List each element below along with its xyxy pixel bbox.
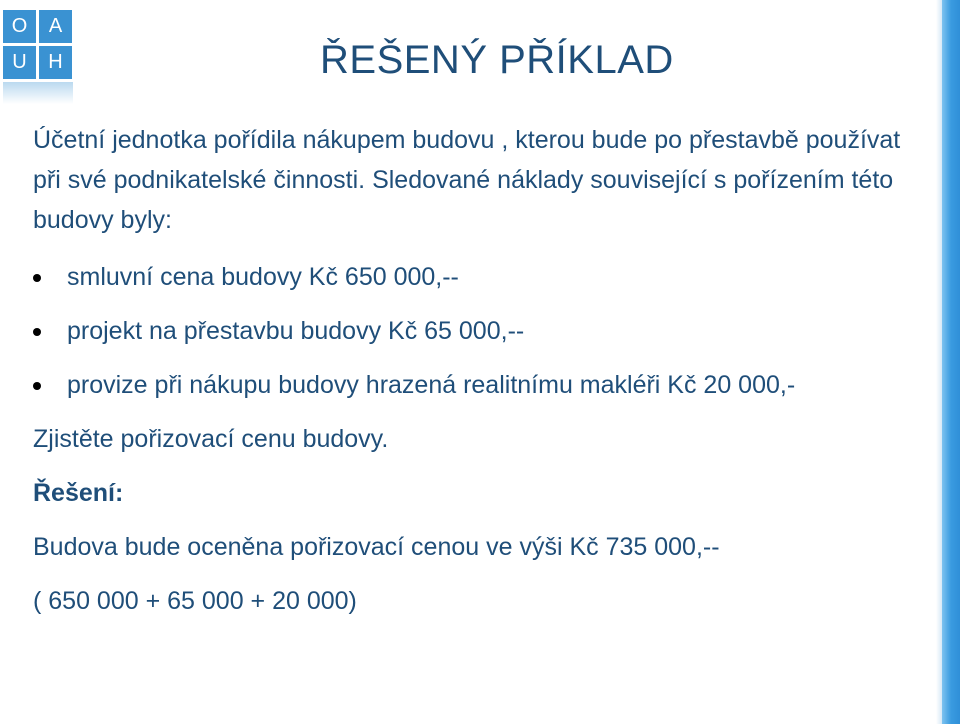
- logo-letter-u: U: [3, 46, 36, 79]
- slide-content: [33, 120, 923, 628]
- bullet-icon: [33, 382, 41, 390]
- slide-title: ŘEŠENÝ PŘÍKLAD: [320, 38, 674, 82]
- calculation-text: ( 650 000 + 65 000 + 20 000): [33, 587, 357, 615]
- logo: [3, 10, 73, 80]
- logo-letter-h: H: [39, 46, 72, 79]
- logo-letter-o: O: [3, 10, 36, 43]
- list-item: [33, 250, 923, 304]
- solution-heading: Řešení:: [33, 479, 124, 507]
- list-item: [33, 304, 923, 358]
- side-bar: [942, 0, 960, 724]
- logo-letter-a: A: [39, 10, 72, 43]
- list-item: [33, 358, 923, 412]
- bullet-icon: [33, 328, 41, 336]
- logo-reflection: [3, 82, 73, 104]
- list-item-text: provize při nákupu budovy hrazená realitnímu makléři Kč 20 000,-: [67, 371, 796, 399]
- task-text: Zjistěte pořizovací cenu budovy.: [33, 425, 389, 453]
- solution-text: Budova bude oceněna pořizovací cenou ve výši Kč 735 000,--: [33, 533, 720, 561]
- list-item-text: projekt na přestavbu budovy Kč 65 000,--: [67, 317, 525, 345]
- list-item-text: smluvní cena budovy Kč 650 000,--: [67, 263, 459, 291]
- intro-paragraph: Účetní jednotka pořídila nákupem budovu , kterou bude po přestavbě používat při své podnikatelské činnosti. Sledované náklady související s pořízením této budovy byly:: [33, 126, 901, 234]
- cost-list: [33, 250, 923, 412]
- bullet-icon: [33, 274, 41, 282]
